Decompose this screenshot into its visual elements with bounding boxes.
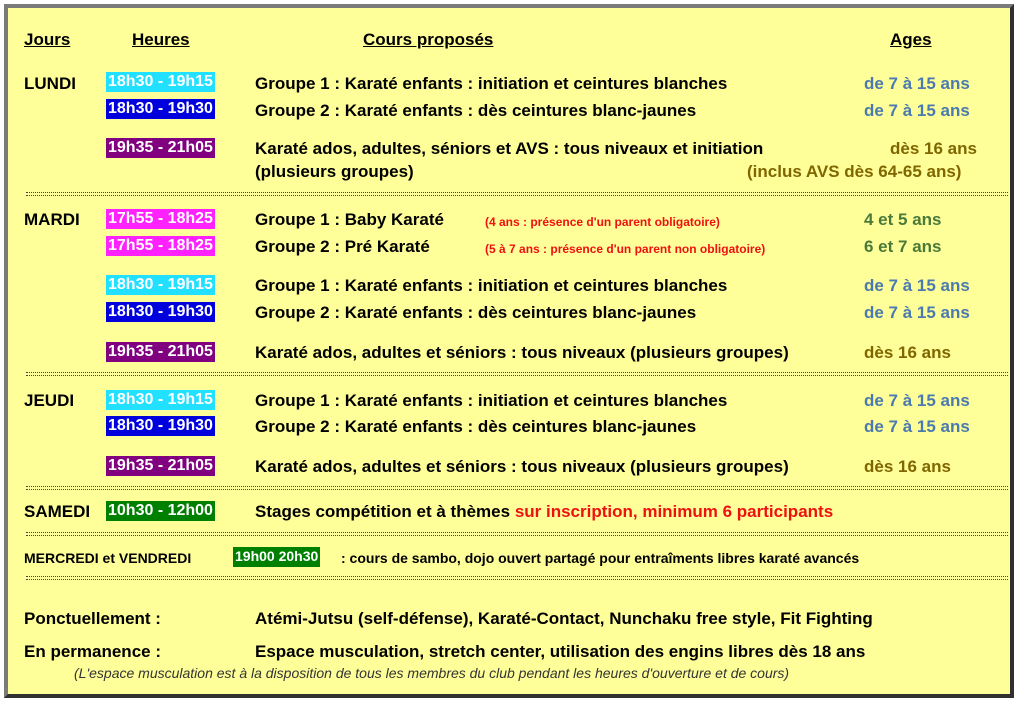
time-badge: 18h30 - 19h30 xyxy=(108,417,213,434)
course-text: Groupe 2 : Pré Karaté xyxy=(255,237,430,256)
course-text: Karaté ados, adultes et séniors : tous niveaux (plusieurs groupes) xyxy=(255,343,789,362)
time-badge: 19h00 20h30 xyxy=(233,547,320,567)
age-note: (inclus AVS dès 64-65 ans) xyxy=(747,162,962,181)
course-text: Karaté ados, adultes, séniors et AVS : tous niveaux et initiation xyxy=(255,139,764,158)
age-text: de 7 à 15 ans xyxy=(864,74,970,93)
age-text: de 7 à 15 ans xyxy=(864,276,970,295)
separator xyxy=(26,372,1008,373)
ponctuellement-text: Atémi-Jutsu (self-défense), Karaté-Contact, Nunchaku free style, Fit Fighting xyxy=(255,609,873,628)
time-badge: 19h35 - 21h05 xyxy=(108,457,213,474)
day-samedi: SAMEDI xyxy=(24,502,91,521)
course-text: Groupe 1 : Karaté enfants : initiation et ceintures blanches xyxy=(255,276,728,295)
course-text: Groupe 2 : Karaté enfants : dès ceintures blanc-jaunes xyxy=(255,303,697,322)
separator xyxy=(26,532,1008,533)
age-text: dès 16 ans xyxy=(864,343,951,362)
permanence-text: Espace musculation, stretch center, utilisation des engins libres dès 18 ans xyxy=(255,642,866,661)
age-text: de 7 à 15 ans xyxy=(864,303,970,322)
time-badge: 19h35 - 21h05 xyxy=(108,343,213,360)
header-jours: Jours xyxy=(24,30,71,49)
course-text: Groupe 1 : Karaté enfants : initiation et ceintures blanches xyxy=(255,74,728,93)
day-lundi: LUNDI xyxy=(24,74,76,93)
course-text: Groupe 1 : Karaté enfants : initiation et ceintures blanches xyxy=(255,391,728,410)
permanence-note: (L'espace musculation est à la disposition de tous les membres du club pendant les heures d'ouverture et de cours) xyxy=(74,665,790,681)
age-text: dès 16 ans xyxy=(890,139,977,158)
day-mardi: MARDI xyxy=(24,210,80,229)
separator xyxy=(26,489,1008,490)
permanence-label: En permanence : xyxy=(24,642,161,661)
course-text xyxy=(255,502,833,522)
day-jeudi: JEUDI xyxy=(24,391,75,410)
course-text: Groupe 1 : Baby Karaté xyxy=(255,210,444,229)
time-badge: 19h35 - 21h05 xyxy=(108,139,213,156)
course-text: Karaté ados, adultes et séniors : tous niveaux (plusieurs groupes) xyxy=(255,457,789,476)
header-heures: Heures xyxy=(132,30,190,49)
separator xyxy=(26,486,1008,487)
course-highlight: sur inscription, minimum 6 participants xyxy=(514,502,834,521)
age-text: de 7 à 15 ans xyxy=(864,101,970,120)
separator xyxy=(26,579,1008,580)
time-badge: 17h55 - 18h25 xyxy=(108,210,213,227)
age-text: de 7 à 15 ans xyxy=(864,391,970,410)
course-text-continued: (plusieurs groupes) xyxy=(255,162,414,181)
age-text: 4 et 5 ans xyxy=(864,210,942,229)
course-text: Groupe 2 : Karaté enfants : dès ceintures blanc-jaunes xyxy=(255,101,697,120)
separator xyxy=(26,192,1008,193)
separator xyxy=(26,535,1008,536)
schedule-board xyxy=(4,4,1014,698)
course-text: Groupe 2 : Karaté enfants : dès ceintures blanc-jaunes xyxy=(255,417,697,436)
time-badge: 17h55 - 18h25 xyxy=(108,237,213,254)
age-text: de 7 à 15 ans xyxy=(864,417,970,436)
course-text: : cours de sambo, dojo ouvert partagé pour entraîments libres karaté avancés xyxy=(341,550,860,566)
age-text: dès 16 ans xyxy=(864,457,951,476)
separator xyxy=(26,195,1008,196)
time-badge: 18h30 - 19h15 xyxy=(108,276,213,293)
day-mercredi-vendredi: MERCREDI et VENDREDI xyxy=(24,550,192,566)
separator xyxy=(26,576,1008,577)
time-badge: 18h30 - 19h30 xyxy=(108,100,213,117)
age-text: 6 et 7 ans xyxy=(864,237,942,256)
separator xyxy=(26,375,1008,376)
course-text-main: Stages compétition et à thèmes xyxy=(255,502,511,521)
ponctuellement-label: Ponctuellement : xyxy=(24,609,161,628)
header-ages: Ages xyxy=(890,30,932,49)
header-cours: Cours proposés xyxy=(363,30,494,49)
time-badge: 18h30 - 19h30 xyxy=(108,303,213,320)
course-note: (4 ans : présence d'un parent obligatoire) xyxy=(485,215,720,229)
course-note: (5 à 7 ans : présence d'un parent non obligatoire) xyxy=(485,242,766,256)
time-badge: 10h30 - 12h00 xyxy=(108,502,213,519)
time-badge: 18h30 - 19h15 xyxy=(108,73,213,90)
time-badge: 18h30 - 19h15 xyxy=(108,391,213,408)
